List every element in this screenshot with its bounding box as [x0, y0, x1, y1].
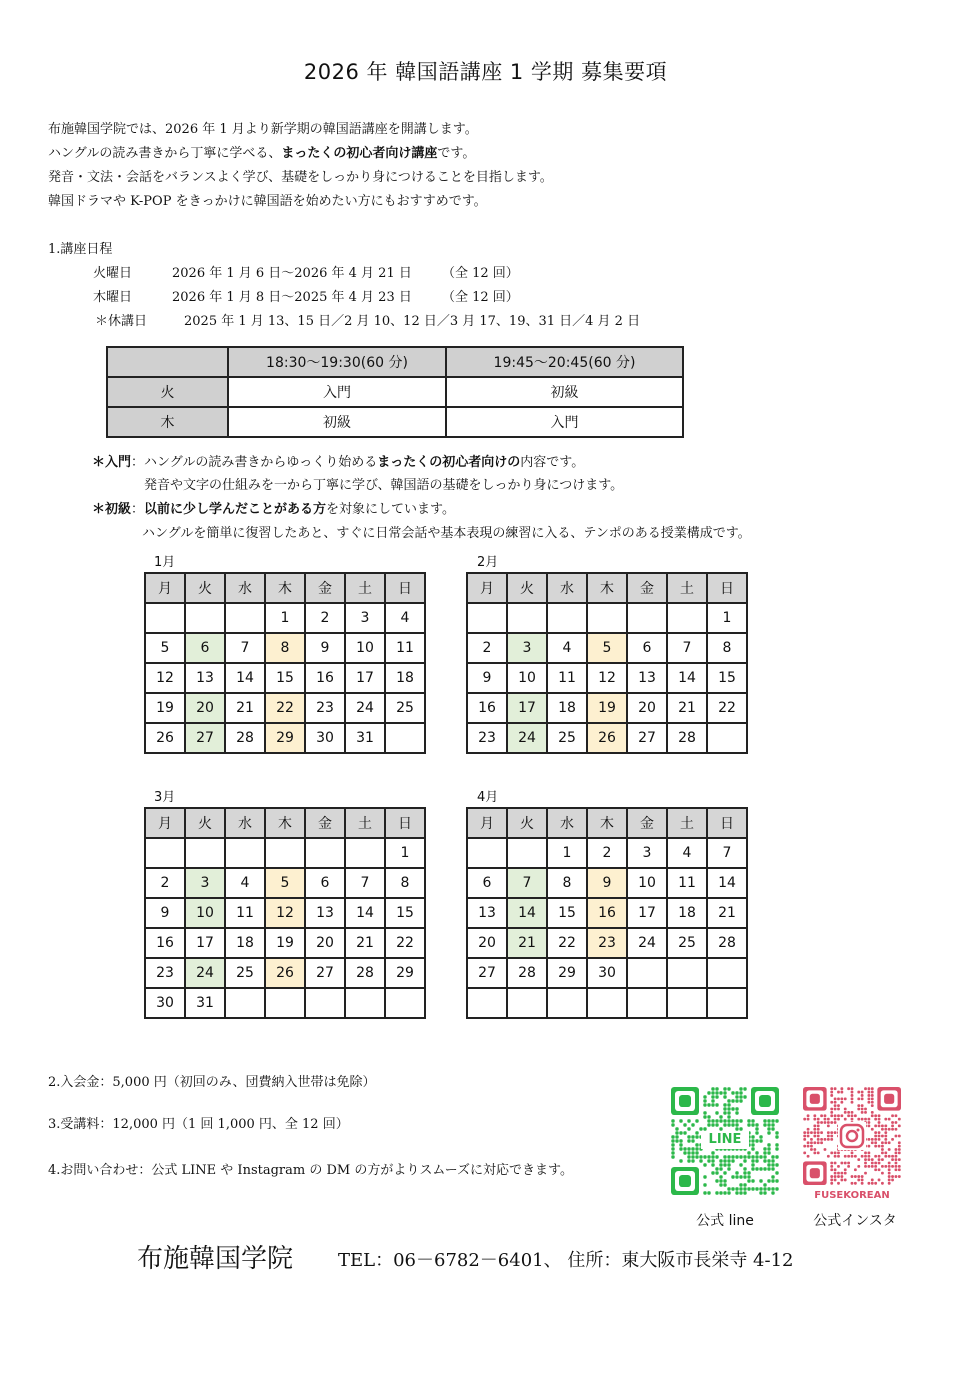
calendar-month-label: 2月 [477, 555, 499, 570]
calendar-day-cell: 2 [587, 838, 627, 868]
calendar-day-cell [707, 723, 747, 753]
calendar-weekday-row [467, 573, 747, 603]
calendar-day-cell: 25 [547, 723, 587, 753]
calendar-day-cell: 21 [225, 693, 265, 723]
class-table-day: 火 [107, 377, 228, 407]
calendar-day-cell: 18 [385, 663, 425, 693]
calendar-day-cell: 3 [507, 633, 547, 663]
calendar-day-cell [587, 988, 627, 1018]
calendar-day-cell: 24 [627, 928, 667, 958]
calendar-day-cell: 12 [145, 663, 185, 693]
calendar-day-cell [145, 603, 185, 633]
line-qr-label: 公式 line [696, 1213, 754, 1229]
calendar-day-cell: 27 [467, 958, 507, 988]
calendar-day-cell: 8 [707, 633, 747, 663]
calendar-day-cell: 30 [587, 958, 627, 988]
calendar-day-cell: 25 [667, 928, 707, 958]
calendar-day-cell: 7 [225, 633, 265, 663]
calendar-day-cell [185, 838, 225, 868]
calendar-day-cell: 7 [707, 838, 747, 868]
calendar-day-cell: 28 [707, 928, 747, 958]
calendar-day-cell: 20 [467, 928, 507, 958]
calendar-day-cell [467, 603, 507, 633]
calendar-day-cell: 21 [667, 693, 707, 723]
instagram-qr-code[interactable] [803, 1087, 901, 1185]
calendar-day-cell: 17 [185, 928, 225, 958]
calendar-weekday-header: 火 [185, 808, 225, 838]
calendar-day-cell: 31 [345, 723, 385, 753]
calendar-day-cell: 13 [627, 663, 667, 693]
calendar-day-cell: 26 [587, 723, 627, 753]
class-table-row [107, 377, 683, 407]
calendar-day-cell [305, 838, 345, 868]
calendar-weekday-header: 木 [587, 573, 627, 603]
info-contact: 4.お問い合わせ：公式 LINE や Instagram の DM の方がよりスムーズに対応できます。 [48, 1163, 573, 1178]
calendar-day-cell: 17 [627, 898, 667, 928]
calendar-day-cell [667, 958, 707, 988]
calendar-day-cell: 23 [587, 928, 627, 958]
note-basic-emphasis: 以前に少し学んだことがある方 [144, 502, 327, 517]
calendar-week-row [467, 838, 747, 868]
calendar-day-cell: 24 [185, 958, 225, 988]
schedule-day-thu: 木曜日 [93, 290, 133, 305]
calendar-day-cell [627, 603, 667, 633]
schedule-range-tue: 2026 年 1 月 6 日～2026 年 4 月 21 日 [172, 266, 412, 281]
class-table-corner [107, 347, 228, 377]
calendar-day-cell [345, 838, 385, 868]
calendar-day-cell: 7 [507, 868, 547, 898]
calendar-day-cell: 12 [587, 663, 627, 693]
calendar-day-cell: 6 [185, 633, 225, 663]
note-intro-text-c: 内容です。 [520, 455, 585, 470]
calendar-day-cell: 22 [265, 693, 305, 723]
calendar-february [466, 572, 748, 754]
holiday-dates: 2025 年 1 月 13、15 日／2 月 10、12 日／3 月 17、19、31 日／4 月 2 日 [184, 314, 641, 329]
calendar-march [144, 807, 426, 1019]
calendar-day-cell [707, 988, 747, 1018]
calendar-week-row [467, 988, 747, 1018]
calendar-weekday-header: 火 [185, 573, 225, 603]
calendar-weekday-header: 日 [385, 808, 425, 838]
calendar-day-cell: 1 [265, 603, 305, 633]
calendar-weekday-header: 金 [627, 573, 667, 603]
calendar-day-cell: 2 [305, 603, 345, 633]
calendar-day-cell: 26 [145, 723, 185, 753]
calendar-day-cell: 20 [305, 928, 345, 958]
calendar-week-row [145, 723, 425, 753]
calendar-day-cell: 4 [667, 838, 707, 868]
class-table-row [107, 407, 683, 437]
calendar-day-cell: 28 [225, 723, 265, 753]
calendar-weekday-row [145, 808, 425, 838]
calendar-weekday-header: 月 [145, 808, 185, 838]
calendar-weekday-header: 日 [385, 573, 425, 603]
calendar-weekday-header: 火 [507, 573, 547, 603]
note-intro-emphasis: まったくの初心者向けの [377, 455, 521, 470]
calendar-day-cell: 14 [667, 663, 707, 693]
instagram-logo-icon [838, 1122, 866, 1150]
calendar-weekday-header: 金 [305, 808, 345, 838]
calendar-weekday-header: 木 [265, 808, 305, 838]
calendar-day-cell: 10 [345, 633, 385, 663]
calendar-day-cell: 16 [145, 928, 185, 958]
class-table-cell: 初級 [446, 377, 683, 407]
calendar-weekday-header: 月 [467, 808, 507, 838]
calendar-day-cell: 18 [667, 898, 707, 928]
calendar-day-cell: 1 [385, 838, 425, 868]
info-entry-fee: 2.入会金：5,000 円（初回のみ、団費納入世帯は免除） [48, 1075, 376, 1090]
calendar-day-cell: 29 [265, 723, 305, 753]
calendar-day-cell: 23 [305, 693, 345, 723]
calendar-week-row [145, 603, 425, 633]
calendar-week-row [145, 838, 425, 868]
calendar-day-cell [467, 838, 507, 868]
calendar-weekday-header: 水 [547, 573, 587, 603]
calendar-day-cell: 8 [265, 633, 305, 663]
calendar-day-cell [345, 988, 385, 1018]
schedule-heading: 1.講座日程 [48, 242, 113, 257]
class-table-cell: 入門 [228, 377, 446, 407]
calendar-day-cell: 10 [185, 898, 225, 928]
calendar-day-cell: 9 [587, 868, 627, 898]
calendar-week-row [145, 693, 425, 723]
note-basic-mark: ＊初級 [92, 502, 132, 517]
calendar-april [466, 807, 748, 1019]
calendar-day-cell: 3 [185, 868, 225, 898]
calendar-month-label: 1月 [154, 555, 176, 570]
calendar-day-cell: 17 [507, 693, 547, 723]
intro-line-2-end: です。 [437, 146, 476, 161]
intro-emphasis: まったくの初心者向け講座 [281, 146, 438, 161]
calendar-day-cell: 3 [627, 838, 667, 868]
instagram-icon [838, 1122, 866, 1150]
calendar-day-cell: 7 [667, 633, 707, 663]
calendar-day-cell: 15 [385, 898, 425, 928]
calendar-day-cell: 11 [225, 898, 265, 928]
calendar-day-cell: 30 [145, 988, 185, 1018]
calendar-day-cell: 8 [385, 868, 425, 898]
calendar-day-cell [185, 603, 225, 633]
calendar-day-cell: 23 [467, 723, 507, 753]
class-table-slot1-header: 18:30～19:30(60 分) [228, 347, 446, 377]
calendar-day-cell: 20 [185, 693, 225, 723]
calendar-day-cell [507, 838, 547, 868]
calendar-day-cell: 7 [345, 868, 385, 898]
calendar-day-cell: 27 [627, 723, 667, 753]
calendar-day-cell: 22 [385, 928, 425, 958]
calendar-weekday-header: 木 [265, 573, 305, 603]
class-table-cell: 初級 [228, 407, 446, 437]
calendar-day-cell: 28 [667, 723, 707, 753]
calendar-day-cell: 16 [467, 693, 507, 723]
class-table-cell: 入門 [446, 407, 683, 437]
class-table-day: 木 [107, 407, 228, 437]
calendar-weekday-header: 水 [225, 808, 265, 838]
intro-line-2 [48, 142, 475, 161]
school-contact: TEL：06－6782－6401、 住所：東大阪市長栄寺 4-12 [338, 1250, 794, 1271]
calendar-day-cell: 12 [265, 898, 305, 928]
intro-line-2-text: ハングルの読み書きから丁寧に学べる、 [48, 146, 282, 161]
class-table-header [107, 347, 683, 377]
calendar-week-row [467, 928, 747, 958]
note-basic-line-2: ハングルを簡単に復習したあと、すぐに日常会話や基本表現の練習に入る、テンポのある授業構成です。 [142, 526, 751, 541]
calendar-day-cell [547, 603, 587, 633]
calendar-day-cell: 16 [587, 898, 627, 928]
calendar-day-cell [667, 603, 707, 633]
calendar-day-cell [627, 988, 667, 1018]
calendar-weekday-row [145, 573, 425, 603]
calendar-day-cell [265, 988, 305, 1018]
calendar-week-row [145, 868, 425, 898]
line-qr-logo [701, 1131, 749, 1149]
calendar-week-row [145, 663, 425, 693]
calendar-day-cell: 30 [305, 723, 345, 753]
calendar-day-cell: 4 [385, 603, 425, 633]
calendar-day-cell: 3 [345, 603, 385, 633]
calendar-week-row [467, 663, 747, 693]
calendar-day-cell: 19 [587, 693, 627, 723]
page-title: 2026 年 韓国語講座 1 学期 募集要項 [303, 60, 668, 84]
calendar-weekday-header: 月 [467, 573, 507, 603]
calendar-day-cell: 25 [225, 958, 265, 988]
calendar-week-row [145, 928, 425, 958]
calendar-day-cell: 2 [467, 633, 507, 663]
calendar-day-cell [467, 988, 507, 1018]
calendar-day-cell: 6 [305, 868, 345, 898]
calendar-week-row [467, 868, 747, 898]
calendar-day-cell: 29 [547, 958, 587, 988]
schedule-day-tue: 火曜日 [93, 266, 133, 281]
calendar-week-row [467, 723, 747, 753]
calendar-day-cell: 19 [145, 693, 185, 723]
line-qr-code[interactable] [671, 1087, 779, 1195]
calendar-january [144, 572, 426, 754]
calendar-day-cell: 11 [667, 868, 707, 898]
calendar-weekday-header: 土 [667, 573, 707, 603]
calendar-week-row [467, 958, 747, 988]
calendar-day-cell: 15 [707, 663, 747, 693]
calendar-day-cell [627, 958, 667, 988]
calendar-weekday-row [467, 808, 747, 838]
calendar-day-cell: 13 [305, 898, 345, 928]
calendar-day-cell: 28 [507, 958, 547, 988]
calendar-day-cell: 25 [385, 693, 425, 723]
calendar-week-row [145, 988, 425, 1018]
calendar-week-row [467, 633, 747, 663]
calendar-day-cell: 4 [547, 633, 587, 663]
calendar-weekday-header: 日 [707, 573, 747, 603]
calendar-day-cell: 5 [265, 868, 305, 898]
calendar-day-cell [587, 603, 627, 633]
calendar-day-cell [507, 603, 547, 633]
intro-line-3: 発音・文法・会話をバランスよく学び、基礎をしっかり身につけることを目指します。 [48, 170, 553, 185]
calendar-day-cell: 13 [467, 898, 507, 928]
calendar-day-cell: 26 [265, 958, 305, 988]
calendar-day-cell: 22 [547, 928, 587, 958]
calendar-day-cell: 22 [707, 693, 747, 723]
calendar-day-cell: 9 [305, 633, 345, 663]
calendar-day-cell [385, 723, 425, 753]
calendar-weekday-header: 金 [305, 573, 345, 603]
calendar-day-cell: 29 [385, 958, 425, 988]
calendar-day-cell [145, 838, 185, 868]
line-logo-text: LINE [708, 1132, 742, 1147]
calendar-day-cell: 14 [507, 898, 547, 928]
calendar-day-cell: 2 [145, 868, 185, 898]
note-basic-text-a: ： [131, 502, 145, 517]
calendar-weekday-header: 月 [145, 573, 185, 603]
calendar-day-cell: 1 [547, 838, 587, 868]
calendar-day-cell: 17 [345, 663, 385, 693]
schedule-count-tue: （全 12 回） [442, 266, 519, 281]
calendar-day-cell: 10 [507, 663, 547, 693]
calendar-day-cell [707, 958, 747, 988]
calendar-day-cell: 6 [467, 868, 507, 898]
calendar-day-cell: 11 [547, 663, 587, 693]
calendar-week-row [467, 693, 747, 723]
calendar-day-cell: 18 [547, 693, 587, 723]
calendar-day-cell: 19 [265, 928, 305, 958]
calendar-day-cell: 28 [345, 958, 385, 988]
calendar-day-cell: 18 [225, 928, 265, 958]
calendar-day-cell [507, 988, 547, 1018]
calendar-day-cell: 31 [185, 988, 225, 1018]
calendar-day-cell: 20 [627, 693, 667, 723]
intro-line-1: 布施韓国学院では、2026 年 1 月より新学期の韓国語講座を開講します。 [48, 122, 478, 137]
calendar-day-cell: 10 [627, 868, 667, 898]
class-table-slot2-header: 19:45～20:45(60 分) [446, 347, 683, 377]
calendar-day-cell: 9 [145, 898, 185, 928]
instagram-qr-label: 公式インスタ [813, 1213, 897, 1229]
calendar-day-cell [547, 988, 587, 1018]
calendar-week-row [145, 958, 425, 988]
calendar-day-cell: 21 [707, 898, 747, 928]
intro-line-4: 韓国ドラマや K-POP をきっかけに韓国語を始めたい方にもおすすめです。 [48, 194, 487, 209]
calendar-weekday-header: 水 [225, 573, 265, 603]
holiday-label: ＊休講日 [95, 314, 148, 329]
calendar-day-cell [667, 988, 707, 1018]
calendar-day-cell [225, 603, 265, 633]
calendar-day-cell: 15 [547, 898, 587, 928]
calendar-day-cell [225, 838, 265, 868]
calendar-day-cell: 24 [507, 723, 547, 753]
class-table [106, 346, 684, 438]
note-intro-mark: ＊入門 [92, 455, 132, 470]
calendar-day-cell [265, 838, 305, 868]
calendar-weekday-header: 日 [707, 808, 747, 838]
schedule-count-thu: （全 12 回） [442, 290, 519, 305]
calendar-day-cell: 27 [185, 723, 225, 753]
note-basic-line-1 [92, 498, 455, 517]
calendar-weekday-header: 木 [587, 808, 627, 838]
calendar-day-cell: 5 [145, 633, 185, 663]
note-basic-text-c: を対象にしています。 [326, 502, 456, 517]
calendar-day-cell: 1 [707, 603, 747, 633]
calendar-month-label: 4月 [477, 790, 499, 805]
calendar-day-cell: 6 [627, 633, 667, 663]
note-intro-line-2: 発音や文字の仕組みを一から丁寧に学び、韓国語の基礎をしっかり身につけます。 [144, 478, 624, 493]
note-intro-line-1 [92, 451, 584, 470]
note-intro-text-a: ：ハングルの読み書きからゆっくり始める [131, 455, 378, 470]
calendar-weekday-header: 金 [627, 808, 667, 838]
calendar-weekday-header: 火 [507, 808, 547, 838]
calendar-weekday-header: 土 [345, 573, 385, 603]
calendar-day-cell [385, 988, 425, 1018]
calendar-weekday-header: 土 [345, 808, 385, 838]
calendar-week-row [467, 603, 747, 633]
calendar-day-cell [305, 988, 345, 1018]
calendar-day-cell: 4 [225, 868, 265, 898]
calendar-week-row [467, 898, 747, 928]
calendar-month-label: 3月 [154, 790, 176, 805]
schedule-range-thu: 2026 年 1 月 8 日～2025 年 4 月 23 日 [172, 290, 412, 305]
calendar-weekday-header: 土 [667, 808, 707, 838]
calendar-day-cell: 14 [345, 898, 385, 928]
calendar-day-cell: 14 [225, 663, 265, 693]
calendar-week-row [145, 898, 425, 928]
calendar-day-cell: 15 [265, 663, 305, 693]
calendar-day-cell: 9 [467, 663, 507, 693]
calendar-day-cell: 14 [707, 868, 747, 898]
calendar-day-cell: 13 [185, 663, 225, 693]
school-name: 布施韓国学院 [137, 1244, 294, 1274]
instagram-account-name: FUSEKOREAN [814, 1190, 890, 1201]
calendar-week-row [145, 633, 425, 663]
calendar-day-cell: 21 [507, 928, 547, 958]
calendar-day-cell: 23 [145, 958, 185, 988]
calendar-day-cell: 21 [345, 928, 385, 958]
calendar-day-cell: 16 [305, 663, 345, 693]
calendar-weekday-header: 水 [547, 808, 587, 838]
calendar-day-cell: 11 [385, 633, 425, 663]
calendar-day-cell [225, 988, 265, 1018]
calendar-day-cell: 27 [305, 958, 345, 988]
calendar-day-cell: 8 [547, 868, 587, 898]
info-tuition: 3.受講料：12,000 円（1 回 1,000 円、全 12 回） [48, 1117, 349, 1132]
calendar-day-cell: 5 [587, 633, 627, 663]
calendar-day-cell: 24 [345, 693, 385, 723]
